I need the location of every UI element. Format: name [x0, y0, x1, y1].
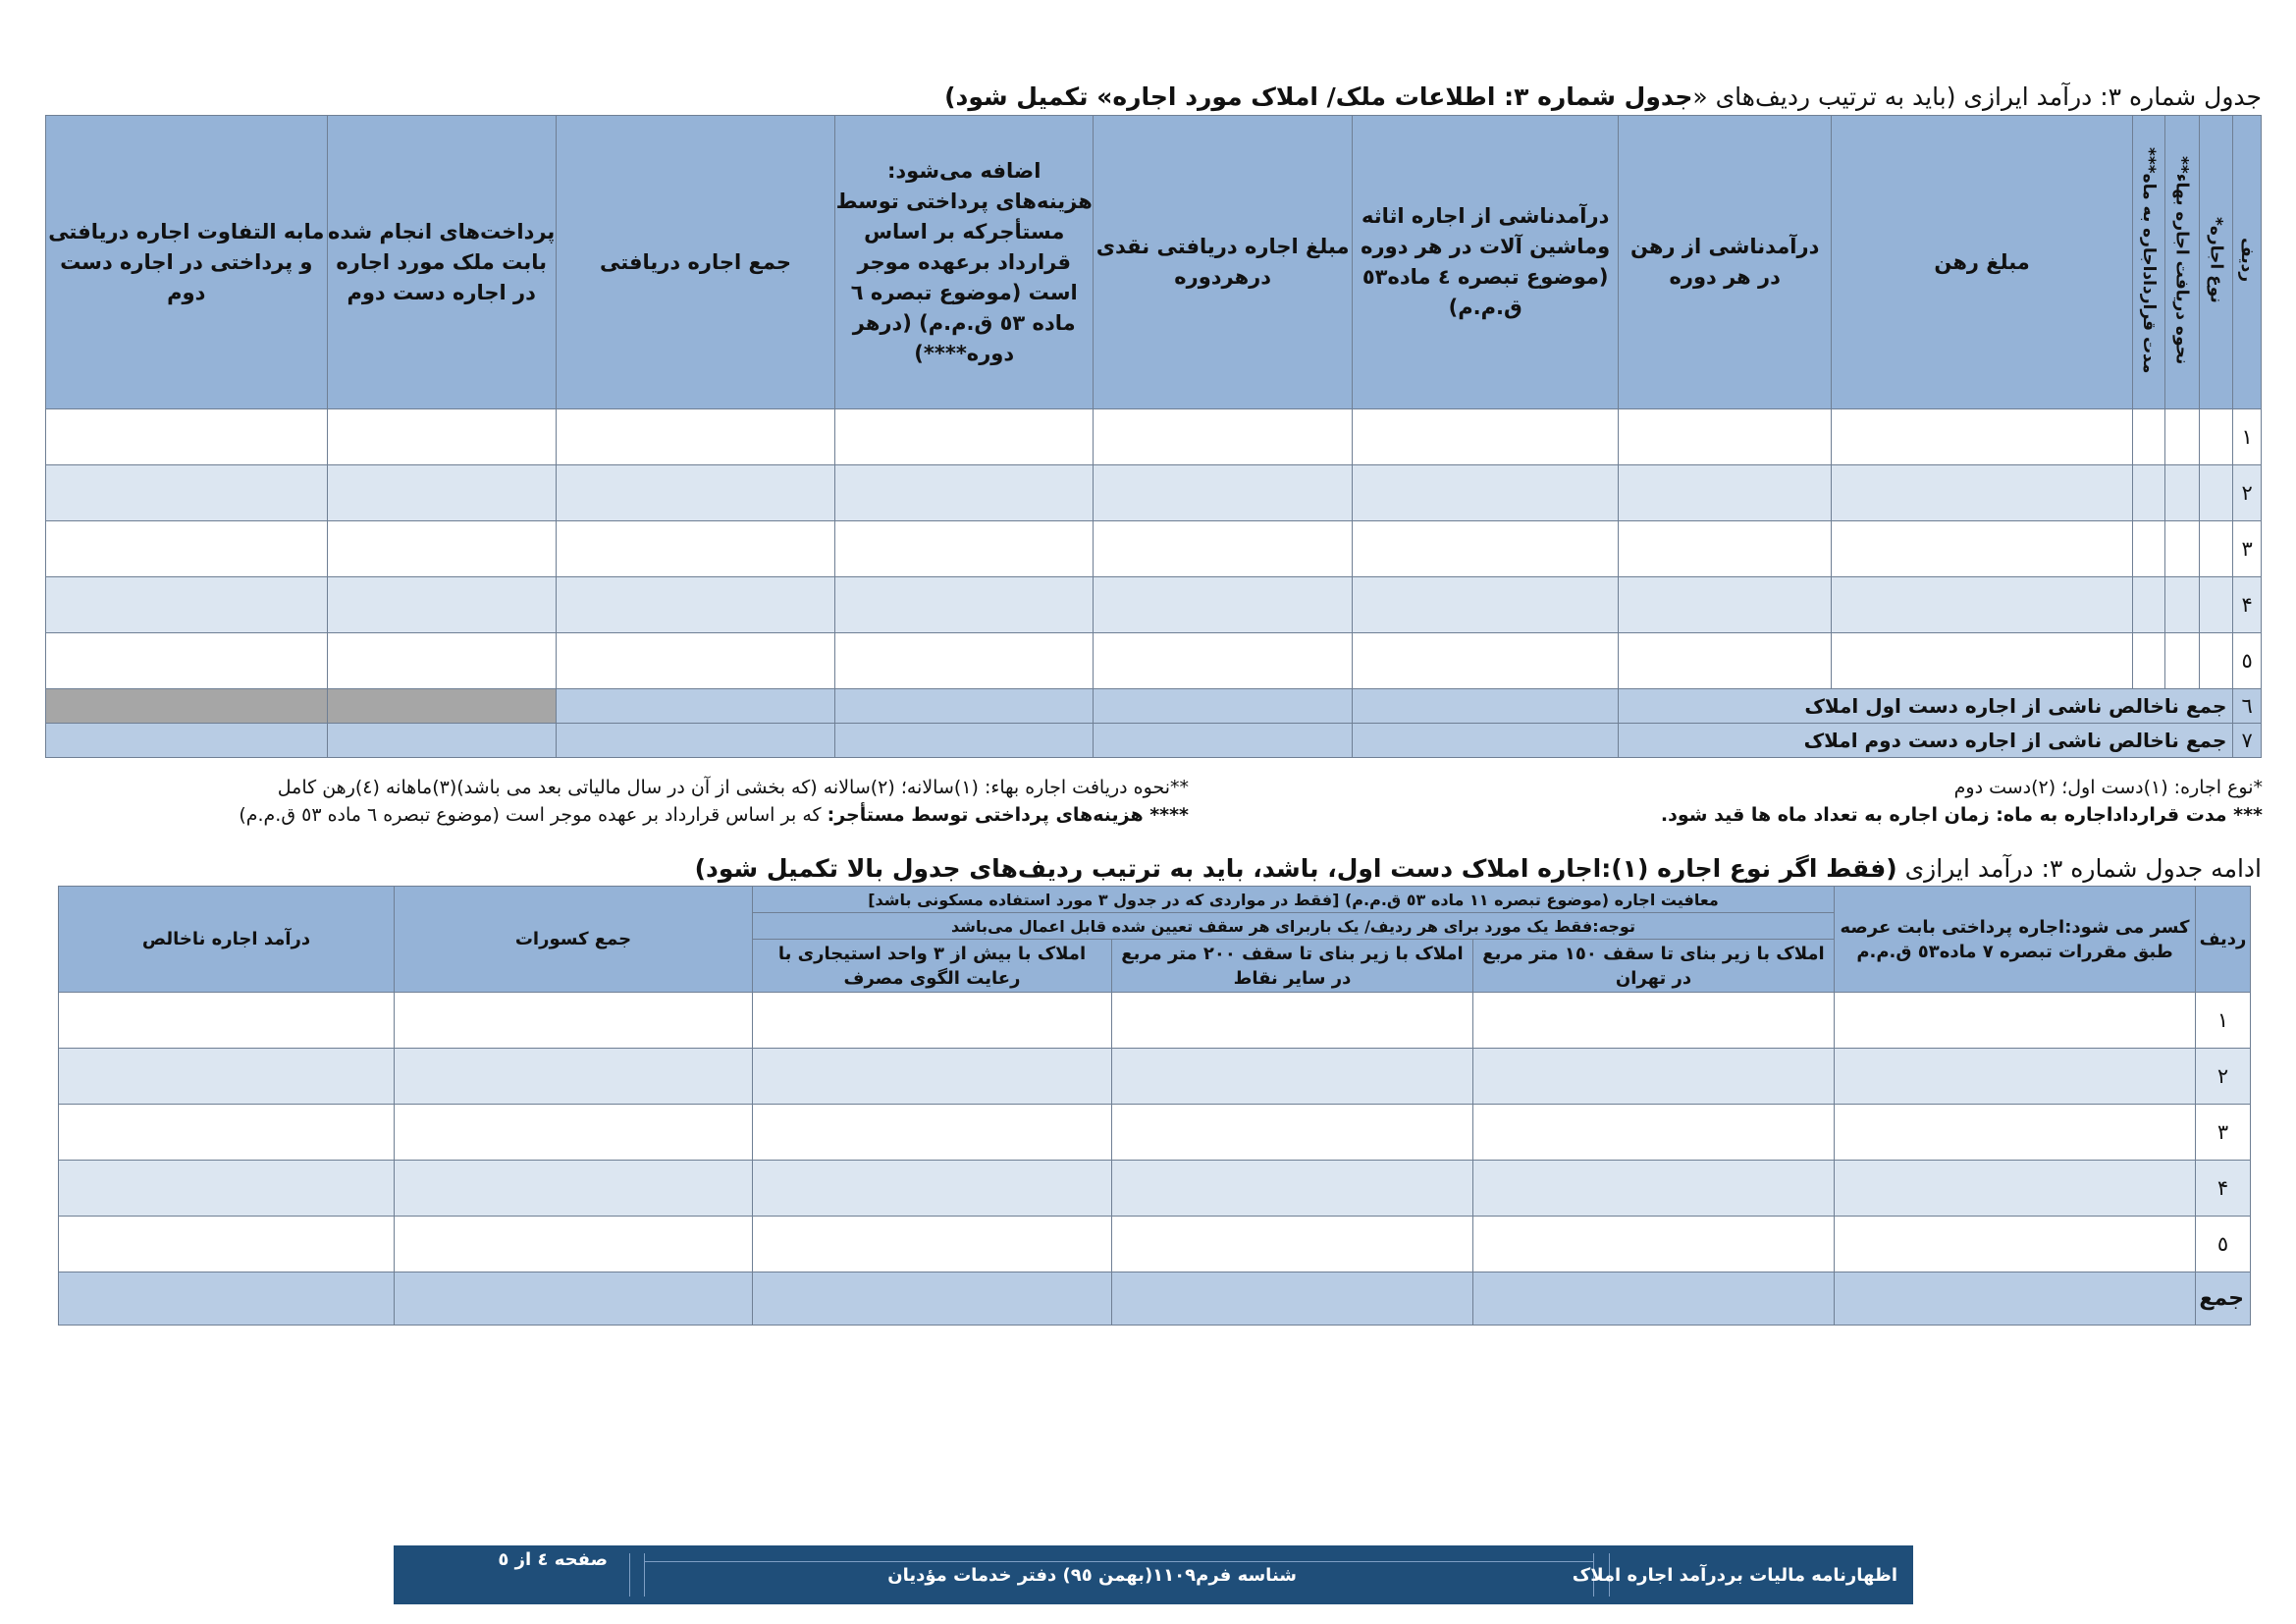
payments-second-cell[interactable] [327, 633, 556, 689]
section1-title-end: » تکمیل شود) [944, 82, 1113, 111]
header-mortgage-income: درآمدناشی از رهن در هر دوره [1619, 116, 1832, 409]
sum-cell[interactable] [835, 724, 1094, 758]
header-lease-type: نوع اجاره* [2199, 116, 2233, 409]
deduction-cell[interactable] [1835, 993, 2196, 1049]
page-number: صفحه ٤ از ٥ [498, 1549, 608, 1570]
note-tenant-costs-bold: **** هزینه‌های پرداختی توسط مستأجر: [827, 804, 1189, 826]
net-income-cell[interactable] [59, 1105, 395, 1161]
difference-cell[interactable] [46, 465, 328, 521]
tehran-cell[interactable] [1473, 1161, 1835, 1217]
note-tenant-costs [239, 804, 1189, 826]
section1-title [944, 82, 2262, 111]
header-net-income: درآمد اجاره ناخالص [59, 887, 395, 993]
payments-second-cell[interactable] [327, 409, 556, 465]
sum-row-second-hand [46, 724, 2262, 758]
sum-label-total: جمع [2196, 1272, 2251, 1326]
total-rent-cell[interactable] [556, 409, 834, 465]
table-row [59, 1217, 2251, 1272]
duration-cell[interactable] [2133, 633, 2165, 689]
duration-cell[interactable] [2133, 409, 2165, 465]
sum-cell[interactable] [556, 689, 834, 724]
mortgage-income-cell[interactable] [1619, 409, 1832, 465]
tenant-costs-cell[interactable] [835, 521, 1094, 577]
table-row [46, 577, 2262, 633]
row-number: ٦ [2233, 689, 2262, 724]
mortgage-amount-cell[interactable] [1832, 633, 2133, 689]
section2-title-bold: (فقط اگر نوع اجاره (١):اجاره املاک دست اول، باشد، باید به ترتیب ردیف‌های جدول بالا تکمیل شود) [694, 854, 1897, 883]
cash-rent-cell[interactable] [1094, 521, 1353, 577]
lease-type-cell[interactable] [2199, 577, 2233, 633]
table-row [46, 409, 2262, 465]
total-deductions-cell[interactable] [395, 1217, 753, 1272]
receipt-method-cell[interactable] [2164, 465, 2199, 521]
difference-cell[interactable] [46, 521, 328, 577]
net-income-cell[interactable] [59, 1049, 395, 1105]
mortgage-amount-cell[interactable] [1832, 577, 2133, 633]
sum-label-second-hand: جمع ناخالص ناشی از اجاره دست دوم املاک [1619, 724, 2233, 758]
table-row [59, 993, 2251, 1049]
header-payments-second: پرداخت‌های انجام شده بابت ملک مورد اجاره در اجاره دست دوم [327, 116, 556, 409]
header-receipt-method: نحوه دریافت اجاره بهاء** [2164, 116, 2199, 409]
form-id: شناسه فرم١١٠٩(بهمن ٩٥) دفتر خدمات مؤدیان [887, 1565, 1297, 1586]
page-footer [394, 1545, 1913, 1604]
mortgage-income-cell[interactable] [1619, 465, 1832, 521]
row-number: ٣ [2233, 521, 2262, 577]
mortgage-income-cell[interactable] [1619, 521, 1832, 577]
net-income-cell[interactable] [59, 993, 395, 1049]
table-row [59, 1161, 2251, 1217]
row-number: ٥ [2233, 633, 2262, 689]
deduction-cell[interactable] [1835, 1105, 2196, 1161]
total-deductions-cell[interactable] [395, 1105, 753, 1161]
cash-rent-cell[interactable] [1094, 409, 1353, 465]
other-areas-cell[interactable] [1112, 1105, 1473, 1161]
sum-cell[interactable] [1094, 689, 1353, 724]
sum-cell[interactable] [1835, 1272, 2196, 1326]
furniture-income-cell[interactable] [1353, 633, 1619, 689]
lease-type-cell[interactable] [2199, 521, 2233, 577]
rental-units-cell[interactable] [753, 1049, 1112, 1105]
net-income-cell[interactable] [59, 1161, 395, 1217]
header-exemption: معافیت اجاره (موضوع تبصره ١١ ماده ٥٣ ق.م.م) [فقط در مواردی که در جدول ٣ مورد استفاده مسکونی باشد] [753, 887, 1835, 913]
table-row [59, 1049, 2251, 1105]
header-furniture-income: درآمدناشی از اجاره اثاثه وماشین آلات در هر دوره (موضوع تبصره ٤ ماده٥٣ ق.م.م) [1353, 116, 1619, 409]
sum-cell[interactable] [835, 689, 1094, 724]
other-areas-cell[interactable] [1112, 1049, 1473, 1105]
total-deductions-cell[interactable] [395, 1161, 753, 1217]
rental-units-cell[interactable] [753, 1105, 1112, 1161]
exemption-table-header [59, 887, 2251, 913]
row-number: ٣ [2196, 1105, 2251, 1161]
header-row-number: ردیف [2233, 116, 2262, 409]
tehran-cell[interactable] [1473, 1105, 1835, 1161]
row-number: ١ [2196, 993, 2251, 1049]
total-deductions-cell[interactable] [395, 1049, 753, 1105]
difference-cell[interactable] [46, 409, 328, 465]
rental-units-cell[interactable] [753, 1217, 1112, 1272]
furniture-income-cell[interactable] [1353, 409, 1619, 465]
mortgage-amount-cell[interactable] [1832, 521, 2133, 577]
total-rent-cell[interactable] [556, 465, 834, 521]
note-duration: *** مدت قرارداداجاره به ماه: زمان اجاره به تعداد ماه ها قید شود. [1660, 804, 2263, 826]
row-number: ٧ [2233, 724, 2262, 758]
income-table-header [46, 116, 2262, 409]
duration-cell[interactable] [2133, 577, 2165, 633]
sum-cell[interactable] [753, 1272, 1112, 1326]
section1-title-bold: جدول شماره ۳: اطلاعات ملک/ املاک مورد اجاره [1112, 82, 1693, 111]
header-difference: مابه التفاوت اجاره دریافتی و پرداختی در اجاره دست دوم [46, 116, 328, 409]
payments-second-cell[interactable] [327, 577, 556, 633]
disabled-cell [327, 689, 556, 724]
section2-title-plain: ادامه جدول شماره ۳: درآمد ایرازی [1896, 854, 2262, 883]
total-deductions-cell[interactable] [395, 993, 753, 1049]
income-table [45, 115, 2262, 758]
table-row [59, 1105, 2251, 1161]
rental-units-cell[interactable] [753, 1161, 1112, 1217]
mortgage-amount-cell[interactable] [1832, 465, 2133, 521]
sum-cell[interactable] [1353, 724, 1619, 758]
duration-cell[interactable] [2133, 521, 2165, 577]
other-areas-cell[interactable] [1112, 1217, 1473, 1272]
tenant-costs-cell[interactable] [835, 633, 1094, 689]
net-income-cell[interactable] [59, 1217, 395, 1272]
sum-cell[interactable] [1473, 1272, 1835, 1326]
cash-rent-cell[interactable] [1094, 465, 1353, 521]
furniture-income-cell[interactable] [1353, 577, 1619, 633]
row-number: ٥ [2196, 1217, 2251, 1272]
header-exemption-note: توجه:فقط یک مورد برای هر ردیف/ یک باربرای هر سقف تعیین شده قابل اعمال می‌باشد [753, 913, 1835, 940]
header-mortgage-amount: مبلغ رهن [1832, 116, 2133, 409]
total-rent-cell[interactable] [556, 577, 834, 633]
tehran-cell[interactable] [1473, 1217, 1835, 1272]
header-duration: مدت قرارداداجاره به ماه*** [2133, 116, 2165, 409]
section1-title-plain: جدول شماره ۳: درآمد ایرازی (باید به ترتیب ردیف‌های « [1692, 82, 2262, 111]
other-areas-cell[interactable] [1112, 993, 1473, 1049]
other-areas-cell[interactable] [1112, 1161, 1473, 1217]
duration-cell[interactable] [2133, 465, 2165, 521]
disabled-cell [46, 689, 328, 724]
header-total-rent: جمع اجاره دریافتی [556, 116, 834, 409]
sum-cell[interactable] [46, 724, 328, 758]
tenant-costs-cell[interactable] [835, 409, 1094, 465]
deduction-cell[interactable] [1835, 1161, 2196, 1217]
row-number: ۴ [2233, 577, 2262, 633]
sum-label-first-hand: جمع ناخالص ناشی از اجاره دست اول املاک [1619, 689, 2233, 724]
sum-cell[interactable] [1094, 724, 1353, 758]
difference-cell[interactable] [46, 577, 328, 633]
table-row [46, 521, 2262, 577]
row-number: ۴ [2196, 1161, 2251, 1217]
difference-cell[interactable] [46, 633, 328, 689]
receipt-method-cell[interactable] [2164, 633, 2199, 689]
header-total-deductions: جمع کسورات [395, 887, 753, 993]
sum-row-first-hand [46, 689, 2262, 724]
sum-row-total [59, 1272, 2251, 1326]
tehran-cell[interactable] [1473, 993, 1835, 1049]
sum-cell[interactable] [1353, 689, 1619, 724]
lease-type-cell[interactable] [2199, 465, 2233, 521]
deduction-cell[interactable] [1835, 1217, 2196, 1272]
mortgage-income-cell[interactable] [1619, 577, 1832, 633]
lease-type-cell[interactable] [2199, 409, 2233, 465]
tenant-costs-cell[interactable] [835, 465, 1094, 521]
row-number: ٢ [2196, 1049, 2251, 1105]
sum-cell[interactable] [59, 1272, 395, 1326]
header-rental-units: املاک با بیش از ٣ واحد استیجاری با رعایت الگوی مصرف [753, 940, 1112, 993]
cash-rent-cell[interactable] [1094, 633, 1353, 689]
row-number: ١ [2233, 409, 2262, 465]
total-rent-cell[interactable] [556, 521, 834, 577]
row-number: ٢ [2233, 465, 2262, 521]
header-cash-rent: مبلغ اجاره دریافتی نقدی درهردوره [1094, 116, 1353, 409]
lease-type-cell[interactable] [2199, 633, 2233, 689]
header-tenant-costs: اضافه می‌شود: هزینه‌های پرداختی توسط مستأجرکه بر اساس قرارداد برعهده موجر است (موضوع تبصره ٦ ماده ٥٣ ق.م.م) (درهر دوره****) [835, 116, 1094, 409]
note-receipt-method: **نحوه دریافت اجاره بهاء: (١)سالانه؛ (٢)سالانه (که بخشی از آن در سال مالیاتی بعد می باشد)(٣)ماهانه (٤)رهن کامل [277, 777, 1189, 798]
mortgage-amount-cell[interactable] [1832, 409, 2133, 465]
note-lease-type: *نوع اجاره: (١)دست اول؛ (٢)دست دوم [1953, 777, 2263, 798]
total-rent-cell[interactable] [556, 633, 834, 689]
exemption-table [58, 886, 2251, 1326]
receipt-method-cell[interactable] [2164, 577, 2199, 633]
furniture-income-cell[interactable] [1353, 465, 1619, 521]
deduction-cell[interactable] [1835, 1049, 2196, 1105]
cash-rent-cell[interactable] [1094, 577, 1353, 633]
sum-cell[interactable] [1112, 1272, 1473, 1326]
payments-second-cell[interactable] [327, 521, 556, 577]
receipt-method-cell[interactable] [2164, 409, 2199, 465]
note-tenant-costs-rest: که بر اساس قرارداد بر عهده موجر است (موضوع تبصره ٦ ماده ٥٣ ق.م.م) [239, 804, 828, 826]
table-row [46, 633, 2262, 689]
tehran-cell[interactable] [1473, 1049, 1835, 1105]
furniture-income-cell[interactable] [1353, 521, 1619, 577]
payments-second-cell[interactable] [327, 465, 556, 521]
mortgage-income-cell[interactable] [1619, 633, 1832, 689]
tenant-costs-cell[interactable] [835, 577, 1094, 633]
table-row [46, 465, 2262, 521]
header-other-areas: املاک با زیر بنای تا سقف ٢٠٠ متر مربع در سایر نقاط [1112, 940, 1473, 993]
header-deduction: کسر می شود:اجاره پرداختی بابت عرصه طبق مقررات تبصره ٧ ماده٥٣ ق.م.م [1835, 887, 2196, 993]
receipt-method-cell[interactable] [2164, 521, 2199, 577]
header-row-number-2: ردیف [2196, 887, 2251, 993]
sum-cell[interactable] [395, 1272, 753, 1326]
form-title: اظهارنامه مالیات بردرآمد اجاره املاک [1572, 1565, 1897, 1586]
rental-units-cell[interactable] [753, 993, 1112, 1049]
sum-cell[interactable] [556, 724, 834, 758]
section2-title [695, 854, 2262, 883]
header-tehran: املاک با زیر بنای تا سقف ١٥٠ متر مربع در تهران [1473, 940, 1835, 993]
sum-cell[interactable] [327, 724, 556, 758]
